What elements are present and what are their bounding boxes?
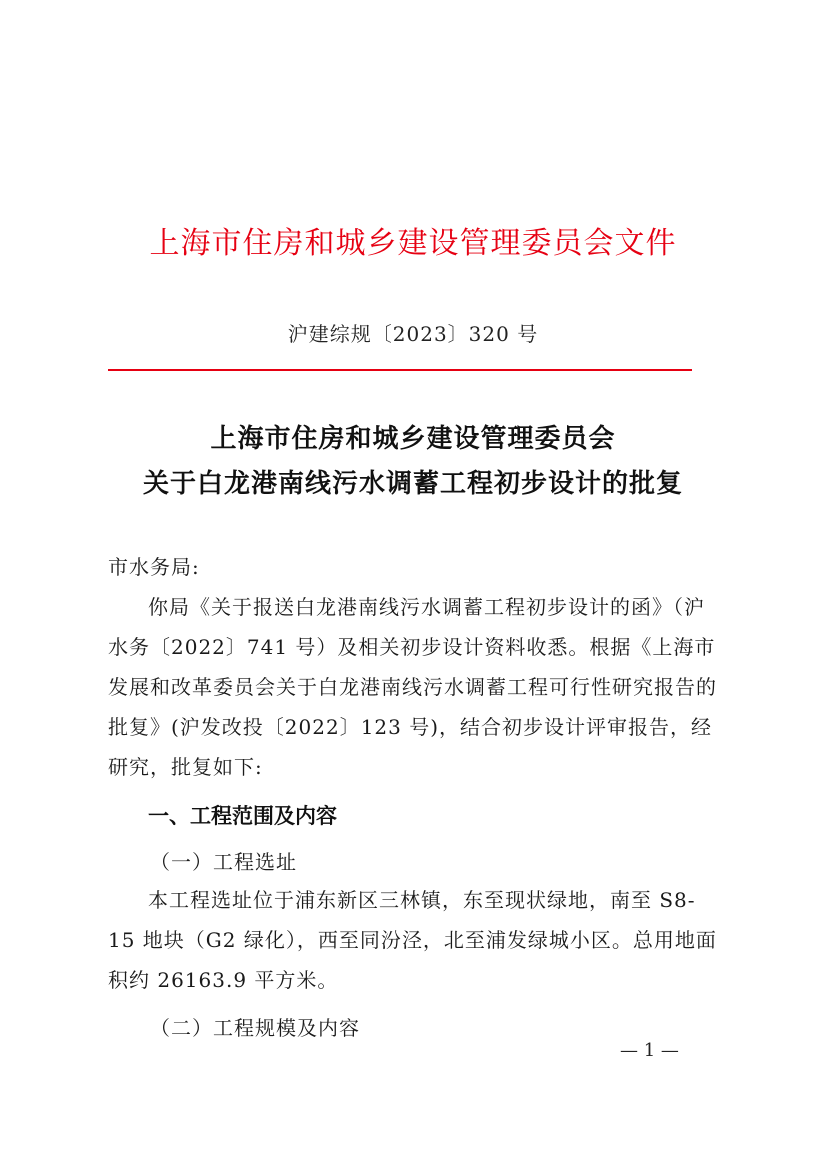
subsection-heading-scale: （二）工程规模及内容 bbox=[150, 1016, 360, 1040]
document-number: 沪建综规〔2023〕320 号 bbox=[287, 322, 539, 346]
document-title-line-1: 上海市住房和城乡建设管理委员会 bbox=[210, 424, 616, 454]
document-title-line-2: 关于白龙港南线污水调蓄工程初步设计的批复 bbox=[142, 469, 683, 499]
subsection-heading-site: （一）工程选址 bbox=[150, 850, 297, 874]
paragraph-intro: 你局《关于报送白龙港南线污水调蓄工程初步设计的函》（沪水务〔2022〕741 号）及相关初步设计资料收悉。根据《上海市发展和改革委员会关于白龙港南线污水调蓄工程可行性研究报告的批复》(沪发改投〔2022〕123 号)，结合初步设计评审报告，经研究，批复如下: bbox=[108, 595, 717, 779]
page-number: — 1 — bbox=[620, 1040, 679, 1061]
paragraph-site: 本工程选址位于浦东新区三林镇，东至现状绿地，南至 S8-15 地块（G2 绿化），西至同汾泾，北至浦发绿城小区。总用地面积约 26163.9 平方米。 bbox=[108, 888, 717, 992]
issuer-title: 上海市住房和城乡建设管理委员会文件 bbox=[149, 226, 677, 261]
salutation: 市水务局: bbox=[108, 555, 200, 579]
section-heading-1: 一、工程范围及内容 bbox=[148, 804, 337, 828]
red-divider-line bbox=[108, 369, 692, 371]
